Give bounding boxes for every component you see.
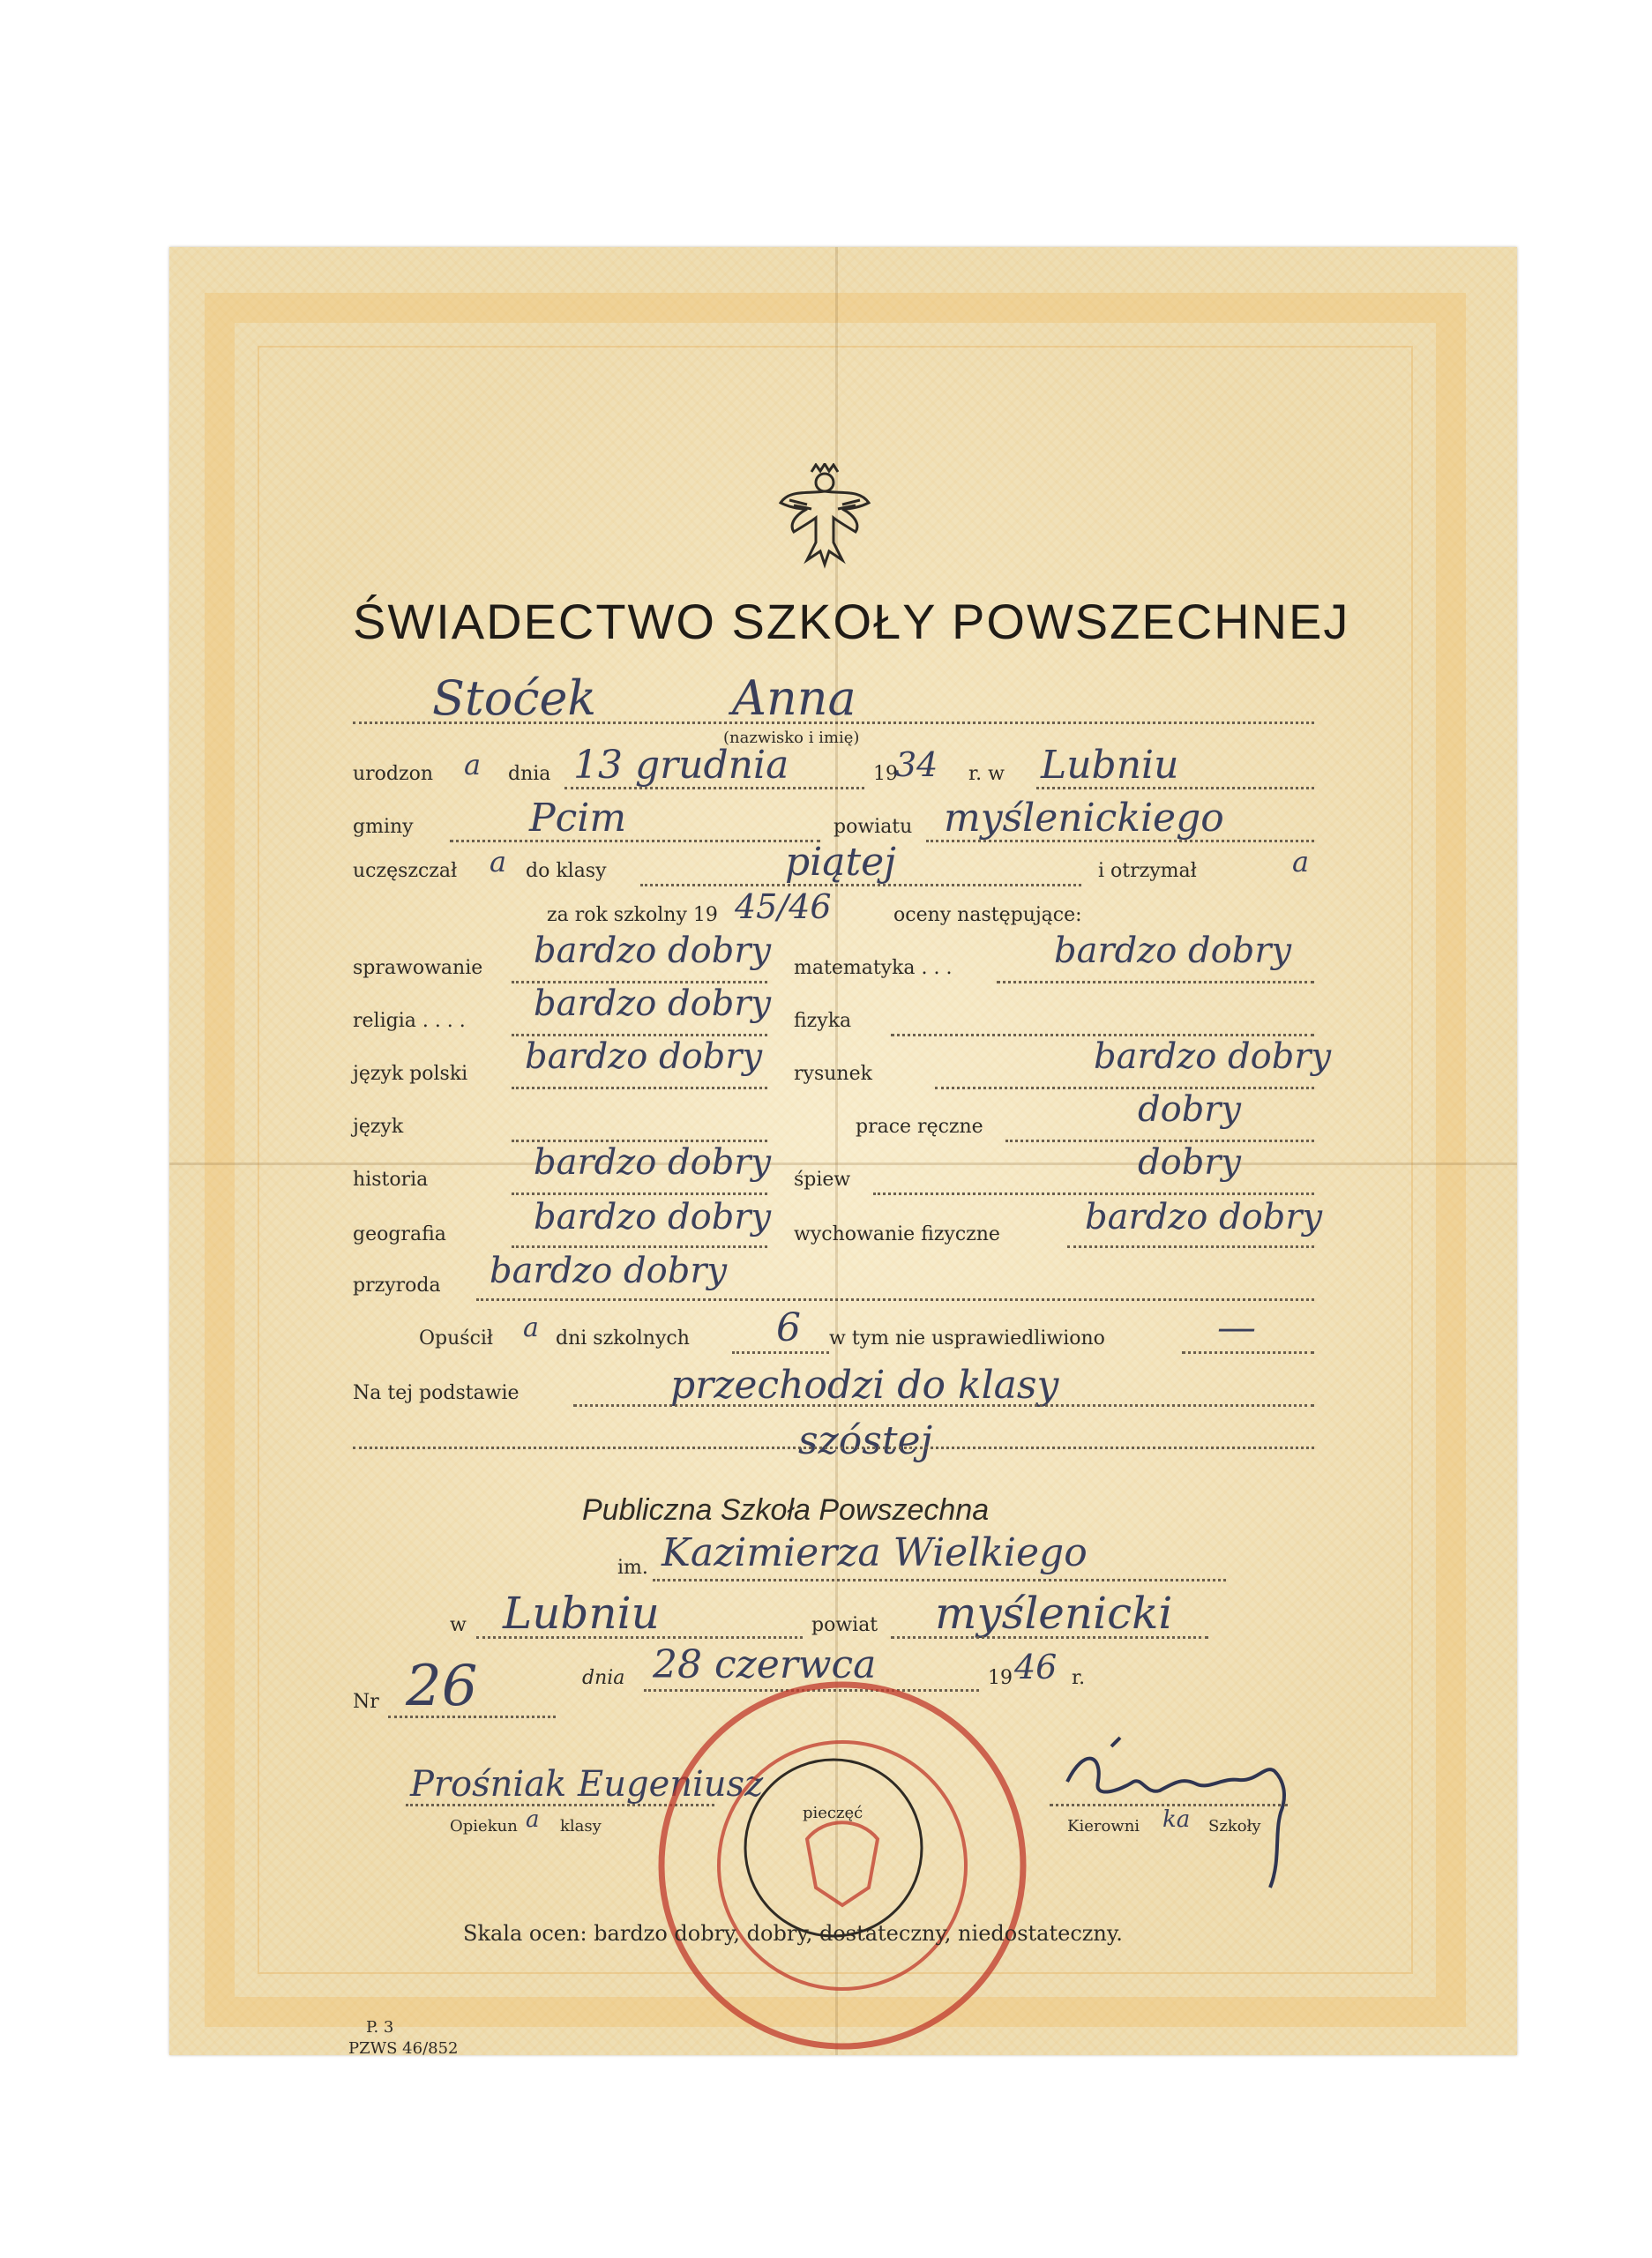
dotted-line (512, 981, 767, 983)
dotted-line (476, 1636, 803, 1639)
page-title: ŚWIADECTWO SZKOŁY POWSZECHNEJ (353, 594, 1350, 649)
school-town: Lubniu (503, 1588, 660, 1639)
school-stamp (648, 1671, 1036, 2060)
dotted-line (935, 1087, 1314, 1089)
grade-right: bardzo dobry (1085, 1197, 1323, 1237)
grades-label: oceny następujące: (893, 904, 1082, 926)
gmina-value: Pcim (529, 796, 627, 841)
dotted-line (653, 1579, 1226, 1581)
birth-year-prefix: 19 (873, 763, 898, 785)
dotted-line (564, 787, 864, 789)
gmina-label: gminy (353, 816, 414, 838)
powiat-label: powiatu (833, 816, 913, 838)
absence-suffix: a (523, 1312, 539, 1343)
dotted-line (732, 1351, 829, 1354)
dotted-line (1067, 1245, 1314, 1248)
dotted-line (891, 1636, 1208, 1639)
director-label: Kierowni (1067, 1817, 1140, 1836)
number-value: 26 (406, 1654, 478, 1719)
teacher-suffix: a (526, 1806, 540, 1833)
subject-left: język (353, 1116, 404, 1138)
director-suffix: ka (1162, 1806, 1191, 1833)
dotted-line (1005, 1140, 1314, 1142)
grading-scale: Skala ocen: bardzo dobry, dobry, dostateczny, niedostateczny. (463, 1921, 1123, 1946)
issue-date: 28 czerwca (653, 1642, 877, 1687)
grade-right: bardzo dobry (1094, 1036, 1332, 1077)
dotted-line (512, 1140, 767, 1142)
subject-right: matematyka . . . (794, 957, 953, 979)
unexcused-value: — (1217, 1305, 1256, 1350)
subject-right: śpiew (794, 1169, 851, 1191)
subject-left: sprawowanie (353, 957, 483, 979)
school-powiat-label: powiat (811, 1614, 878, 1636)
birth-place: Lubniu (1041, 743, 1179, 788)
dotted-line (512, 1034, 767, 1036)
name-dotted-line (353, 722, 1314, 724)
born-suffix: a (464, 748, 482, 781)
received-label: i otrzymał (1098, 860, 1197, 882)
teacher-signature: Prośniak Eugeniusz (410, 1764, 764, 1805)
grade-left: bardzo dobry (534, 1142, 772, 1183)
dotted-line (450, 840, 820, 842)
date-day-label: dnia (582, 1667, 625, 1689)
subject-left: historia (353, 1169, 429, 1191)
to-class-label: do klasy (526, 860, 607, 882)
director-school-label: Szkoły (1208, 1817, 1261, 1836)
subject-right: fizyka (794, 1010, 852, 1032)
school-heading: Publiczna Szkoła Powszechna (582, 1493, 990, 1527)
school-w-label: w (450, 1614, 467, 1636)
subject-right: wychowanie fizyczne (794, 1223, 1000, 1245)
issue-r-label: r. (1072, 1667, 1086, 1689)
grade-left: bardzo dobry (534, 931, 772, 971)
name-caption: (nazwisko i imię) (723, 729, 860, 747)
grade-right: bardzo dobry (1054, 931, 1292, 971)
fold-line-horizontal (169, 1163, 1517, 1165)
school-year-value: 45/46 (735, 887, 832, 926)
dotted-line (388, 1716, 556, 1718)
footer-publisher: PZWS 46/852 (348, 2039, 459, 2058)
decision-label: Na tej podstawie (353, 1382, 520, 1404)
number-label: Nr (353, 1691, 379, 1713)
eagle-emblem-icon (776, 463, 873, 569)
student-surname: Stoćek (432, 670, 597, 726)
dotted-line (512, 1193, 767, 1195)
dotted-line (573, 1404, 1314, 1407)
teacher-class-label: klasy (560, 1817, 602, 1836)
seal-label: pieczęć (803, 1804, 863, 1822)
dotted-line (353, 1447, 1314, 1449)
school-year-label: za rok szkolny 19 (547, 904, 718, 926)
grade-left: bardzo dobry (490, 1251, 728, 1291)
powiat-value: myślenickiego (944, 796, 1224, 841)
day-label: dnia (508, 763, 551, 785)
dotted-line (512, 1087, 767, 1089)
subject-right: prace ręczne (856, 1116, 983, 1138)
school-patron: Kazimierza Wielkiego (662, 1530, 1088, 1575)
school-im-label: im. (617, 1557, 648, 1579)
dotted-line (926, 840, 1314, 842)
grade-right: dobry (1138, 1142, 1242, 1183)
subject-left: religia . . . . (353, 1010, 466, 1032)
absence-days: 6 (776, 1305, 801, 1350)
dotted-line (891, 1034, 1314, 1036)
dotted-line (1182, 1351, 1314, 1354)
dotted-line (1036, 787, 1314, 789)
dotted-line (640, 884, 1081, 886)
footer-code: P. 3 (366, 2018, 394, 2037)
dotted-line (997, 981, 1314, 983)
birth-date: 13 grudnia (573, 743, 789, 788)
attended-suffix: a (490, 845, 507, 879)
decision-line2: szóstej (798, 1418, 933, 1463)
dotted-line (512, 1245, 767, 1248)
grade-left: bardzo dobry (534, 1197, 772, 1237)
class-value: piątej (785, 840, 896, 885)
birth-r-label: r. w (968, 763, 1005, 785)
issue-year-suffix: 46 (1014, 1648, 1058, 1686)
birth-year-suffix: 34 (895, 745, 938, 784)
subject-left: język polski (353, 1063, 468, 1085)
grade-left: bardzo dobry (534, 983, 772, 1024)
born-label: urodzon (353, 763, 434, 785)
subject-left: geografia (353, 1223, 446, 1245)
teacher-label: Opiekun (450, 1817, 518, 1836)
decision-line1: przechodzi do klasy (670, 1363, 1059, 1408)
subject-right: rysunek (794, 1063, 872, 1085)
school-powiat: myślenicki (935, 1588, 1173, 1639)
subject-left: przyroda (353, 1275, 441, 1297)
dotted-line (476, 1298, 1314, 1301)
dotted-line (873, 1193, 1314, 1195)
student-name: Anna (732, 670, 856, 726)
grade-left: bardzo dobry (525, 1036, 763, 1077)
issue-year-prefix: 19 (988, 1667, 1013, 1689)
grade-right: dobry (1138, 1089, 1242, 1130)
unexcused-label: w tym nie usprawiedliwiono (829, 1327, 1105, 1350)
received-suffix: a (1292, 845, 1310, 879)
absence-label: Opuścił (419, 1327, 494, 1350)
absence-days-label: dni szkolnych (556, 1327, 690, 1350)
attended-label: uczęszczał (353, 860, 458, 882)
